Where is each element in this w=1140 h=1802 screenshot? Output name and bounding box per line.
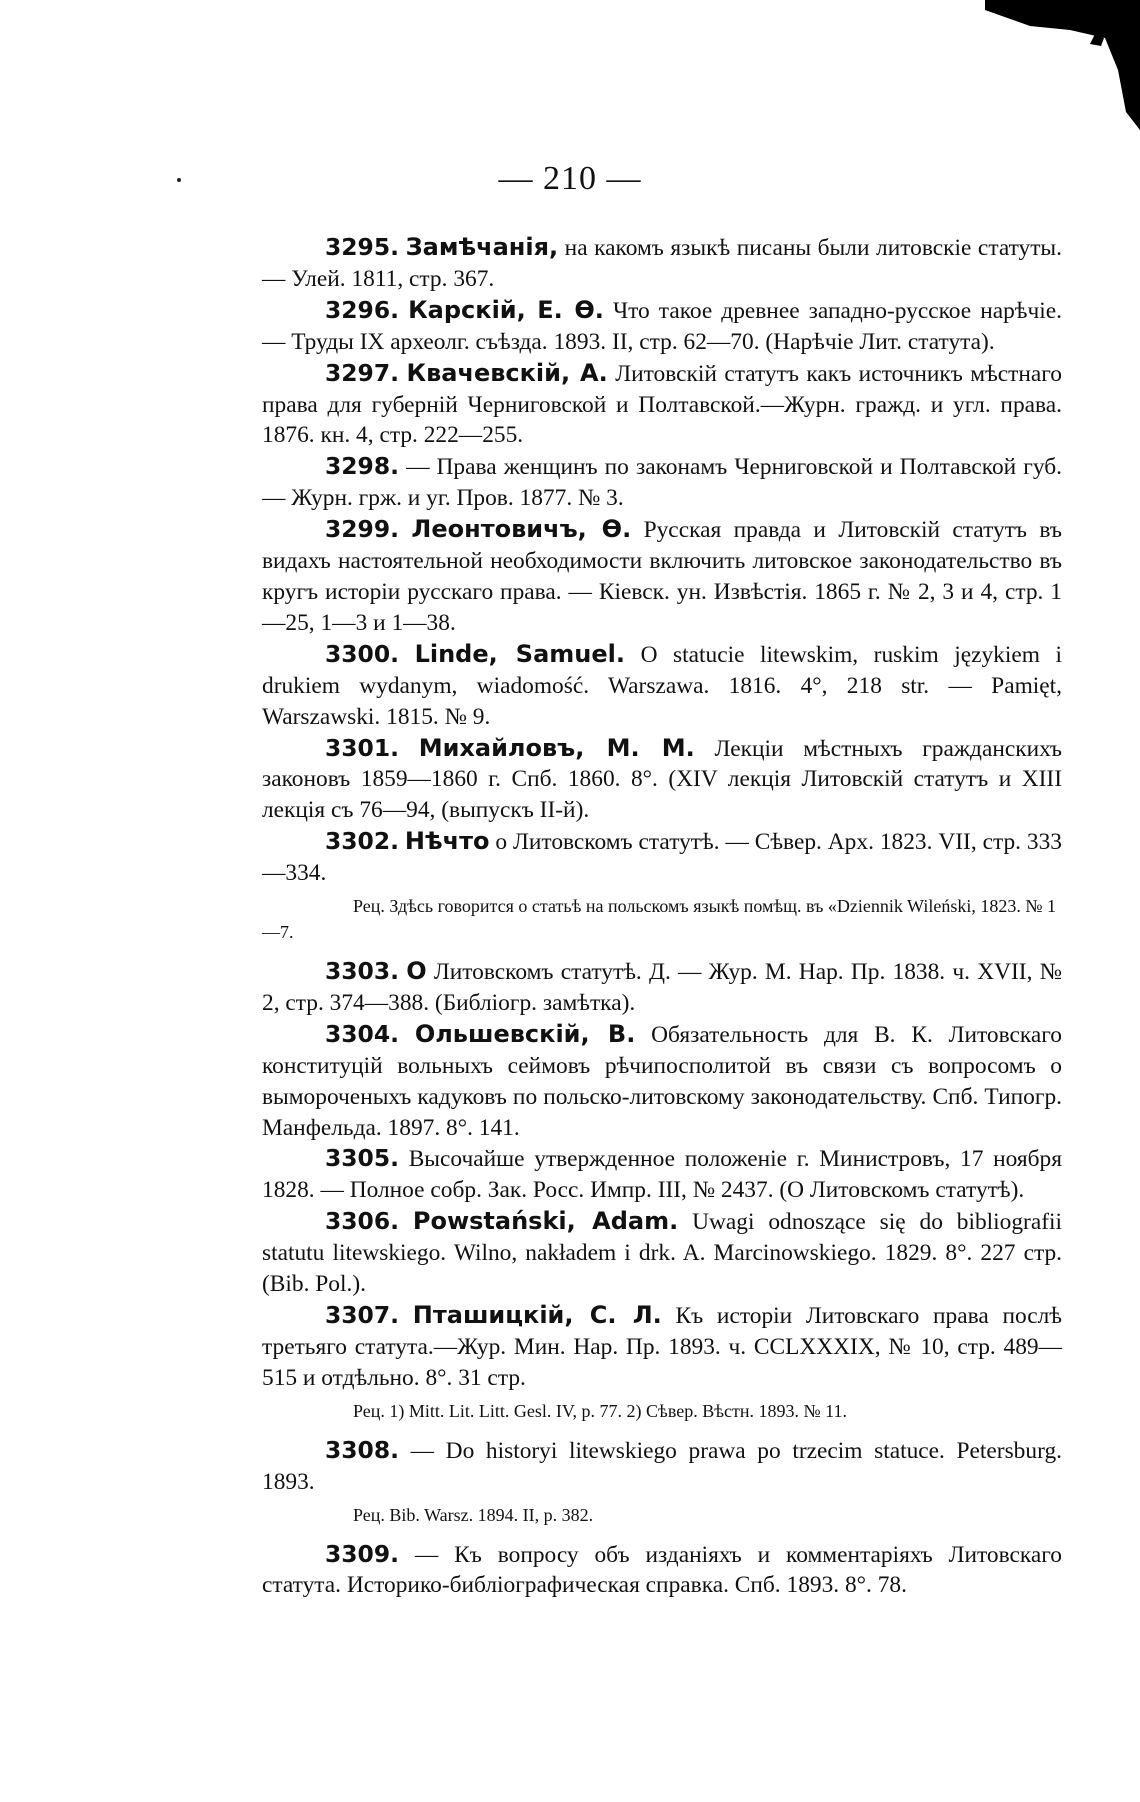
entry-text xyxy=(262,1539,1062,1602)
entry-3309 xyxy=(262,1539,1062,1602)
entry-author: Linde, Samuel. xyxy=(414,639,626,668)
entry-author: О xyxy=(406,957,427,986)
entry-3298 xyxy=(262,451,1062,514)
entry-number: 3297. xyxy=(325,358,399,387)
scan-edge-mark xyxy=(890,0,1140,130)
entry-3306 xyxy=(262,1206,1062,1300)
entry-number: 3306. xyxy=(325,1207,399,1236)
entry-body: Русская правда и Литовскій статутъ въ видахъ настоятельной необходимости включить литовское законодательство въ кругъ исторіи русскаго права. — Кіевск. ун. Извѣстія. 1865 г. № 2, 3 и 4, стр. 1—25, 1—3 и 1—38. xyxy=(262,517,1062,636)
entry-number: 3295. xyxy=(325,233,399,261)
entry-number: 3307. xyxy=(325,1301,399,1329)
entry-body: на какомъ языкѣ писаны были литовскіе статуты. — Улей. 1811, стр. 367. xyxy=(262,235,1062,292)
entry-number: 3299. xyxy=(325,515,399,544)
entry-3302 xyxy=(262,826,1062,945)
entry-text xyxy=(262,1143,1062,1206)
entry-author: Карскій, Е. Ѳ. xyxy=(408,295,604,324)
entry-text xyxy=(262,295,1062,358)
entry-author: Замѣчанія, xyxy=(405,233,559,261)
entry-3299 xyxy=(262,514,1062,639)
entry-3300 xyxy=(262,639,1062,733)
entry-number: 3303. xyxy=(325,957,399,986)
entry-text xyxy=(262,733,1062,827)
entry-text xyxy=(262,826,1062,889)
entry-3296 xyxy=(262,295,1062,358)
entry-review: Рец. 1) Mitt. Lit. Litt. Gesl. IV, p. 77. 2) Сѣвер. Вѣстн. 1893. № 11. xyxy=(353,1400,847,1421)
entry-author: Powstański, Adam. xyxy=(412,1207,679,1236)
entry-number: 3296. xyxy=(325,295,399,324)
entry-body: Что такое древнее западно-русское нарѣчіе. — Труды IX археолг. съѣзда. 1893. II, стр. 62—70. (Нарѣчіе Лит. статута). xyxy=(262,297,1062,355)
entry-3308 xyxy=(262,1435,1062,1528)
entry-number: 3301. xyxy=(325,733,399,762)
entry-text xyxy=(262,232,1062,295)
entry-text xyxy=(262,1435,1062,1498)
entry-text xyxy=(262,639,1062,733)
entry-body: — Къ вопросу объ изданіяхъ и комментаріяхъ Литовскаго статута. Историко-библіографическая справка. Спб. 1893. 8°. 78. xyxy=(262,1541,1062,1599)
entry-body: — Do historyi litewskiego prawa po trzecim statuce. Petersburg. 1893. xyxy=(262,1437,1062,1495)
entry-number: 3298. xyxy=(325,452,399,481)
entry-3303 xyxy=(262,956,1062,1019)
entry-body: O statucie litewskim, ruskim językiem i drukiem wydanym, wiadomość. Warszawa. 1816. 4°, 218 str. — Pamięt, Warszawski. 1815. № 9. xyxy=(262,641,1062,730)
entry-text xyxy=(262,1300,1062,1394)
entry-author: Леонтовичъ, Ѳ. xyxy=(411,515,632,544)
entry-text xyxy=(262,514,1062,639)
entry-text xyxy=(262,1206,1062,1300)
entry-text xyxy=(262,956,1062,1019)
entry-review: Рец. Bib. Warsz. 1894. II, p. 382. xyxy=(353,1504,594,1525)
entry-number: 3305. xyxy=(325,1144,399,1173)
entry-body: Обязательность для В. К. Литовскаго конституцій вольныхъ сеймовъ рѣчипосполитой въ связи съ вопросомъ о вымороченыхъ кадуковъ по польско-литовскому законодательству. Спб. Типогр. Манфельда. 1897. 8°. 141. xyxy=(262,1021,1062,1141)
entry-3304 xyxy=(262,1019,1062,1144)
entry-text xyxy=(262,451,1062,514)
entry-body: Лекціи мѣстныхъ гражданскихъ законовъ 1859—1860 г. Спб. 1860. 8°. (XIV лекція Литовскій статутъ и XIII лекція съ 76—94, (выпускъ II-й). xyxy=(262,735,1063,824)
entry-3307 xyxy=(262,1300,1062,1424)
entry-3301 xyxy=(262,733,1062,827)
entry-author: Ольшевскій, В. xyxy=(414,1019,636,1048)
entry-author: Квачевскій, А. xyxy=(406,358,608,387)
entry-3295 xyxy=(262,232,1062,295)
entry-body: Литовскомъ статутѣ. Д. — Жур. М. Нар. Пр. 1838. ч. XVII, № 2, стр. 374—388. (Библіогр. замѣтка). xyxy=(262,959,1062,1016)
entry-3297 xyxy=(262,358,1062,452)
entry-3305 xyxy=(262,1143,1062,1206)
entry-body: Къ исторіи Литовскаго права послѣ третьяго статута.—Жур. Мин. Нар. Пр. 1893. ч. CCLXXXIX, № 10, стр. 489—515 и отдѣльно. 8°. 31 стр. xyxy=(262,1303,1063,1391)
entry-body: Uwagi odnoszące się do bibliografii statutu litewskiego. Wilno, nakładem i drk. A. Marcinowskiego. 1829. 8°. 227 стр. (Bib. Pol.). xyxy=(262,1209,1062,1298)
entry-review: Рец. Здѣсь говорится о статьѣ на польскомъ языкѣ помѣщ. въ «Dziennik Wileński, 1823. № 1—7. xyxy=(262,896,1056,943)
entry-number: 3302. xyxy=(325,827,399,856)
entry-author: Михайловъ, М. М. xyxy=(418,733,695,762)
entry-body: Литовскій статутъ какъ источникъ мѣстнаго права для губерній Черниговской и Полтавской.—Журн. гражд. и угл. права. 1876. кн. 4, стр. 222—255. xyxy=(262,360,1062,449)
bibliography-entries xyxy=(262,232,1062,1601)
entry-body: о Литовскомъ статутѣ. — Сѣвер. Арх. 1823. VII, стр. 333—334. xyxy=(262,829,1062,887)
entry-number: 3308. xyxy=(325,1435,399,1464)
entry-author: Пташицкій, С. Л. xyxy=(412,1301,662,1329)
entry-number: 3300. xyxy=(325,639,399,668)
entry-number: 3304. xyxy=(325,1019,399,1048)
entry-body: Высочайше утвержденное положеніе г. Министровъ, 17 ноября 1828. — Полное собр. Зак. Росс. Импр. III, № 2437. (О Литовскомъ статутѣ). xyxy=(262,1146,1062,1204)
entry-body: — Права женщинъ по законамъ Черниговской и Полтавской губ. — Журн. грж. и уг. Пров. 1877. № 3. xyxy=(262,454,1062,512)
entry-text xyxy=(262,358,1062,452)
entry-text xyxy=(262,1019,1062,1144)
entry-number: 3309. xyxy=(325,1539,399,1568)
entry-author: Нѣчто xyxy=(404,827,490,856)
page-number: — 210 — xyxy=(498,160,642,197)
